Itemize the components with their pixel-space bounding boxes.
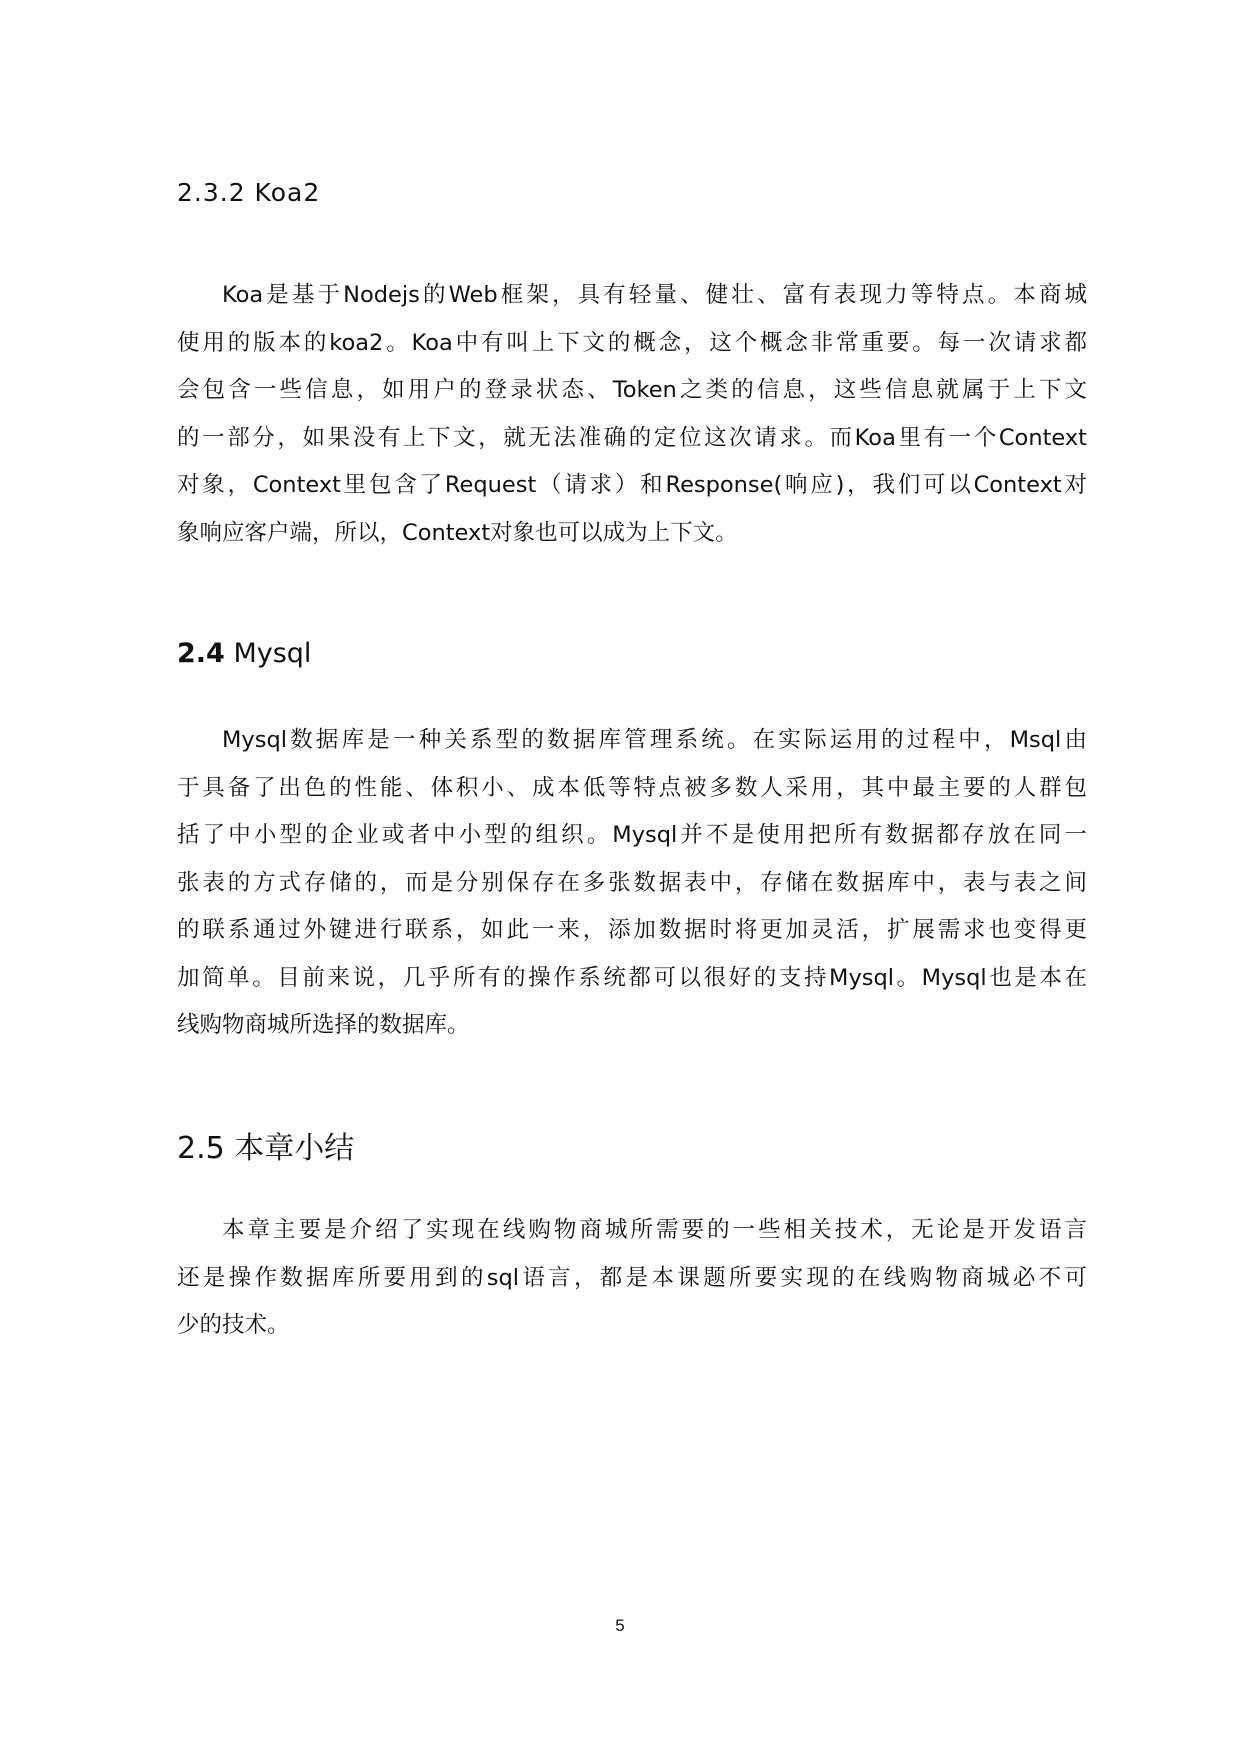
paragraph-line: 少的技术。	[177, 1312, 290, 1338]
paragraph-line: 使用的版本的koa2。Koa中有叫上下文的概念，这个概念非常重要。每一次请求都	[177, 329, 1087, 356]
paragraph-line: Koa是基于Nodejs的Web框架，具有轻量、健壮、富有表现力等特点。本商城	[222, 282, 1087, 308]
paragraph-line: 对象，Context里包含了Request（请求）和Response(响应)，我们可以Context对	[177, 472, 1087, 498]
page-number: 5	[615, 1616, 625, 1635]
paragraph-summary	[177, 1207, 1087, 1350]
paragraph-line: 象响应客户端，所以，Context对象也可以成为上下文。	[177, 519, 738, 546]
paragraph-line: 的联系通过外键进行联系，如此一来，添加数据时将更加灵活，扩展需求也变得更	[177, 917, 1087, 943]
paragraph-line: 线购物商城所选择的数据库。	[177, 1012, 470, 1038]
heading-title: Mysql	[233, 638, 312, 669]
heading-2-5: 2.5 本章小结	[177, 1131, 355, 1166]
paragraph-line: 加简单。目前来说，几乎所有的操作系统都可以很好的支持Mysql。Mysql也是本在	[177, 964, 1087, 991]
paragraph-line: 张表的方式存储的，而是分别保存在多张数据表中，存储在数据库中，表与表之间	[177, 869, 1087, 896]
paragraph-koa2	[177, 272, 1087, 557]
paragraph-line: 的一部分，如果没有上下文，就无法准确的定位这次请求。而Koa里有一个Context	[177, 424, 1087, 451]
paragraph-line: 本章主要是介绍了实现在线购物商城所需要的一些相关技术，无论是开发语言	[222, 1217, 1087, 1243]
paragraph-mysql	[177, 717, 1087, 1050]
paragraph-line: 括了中小型的企业或者中小型的组织。Mysql并不是使用把所有数据都存放在同一	[177, 822, 1087, 848]
paragraph-line: 会包含一些信息，如用户的登录状态、Token之类的信息，这些信息就属于上下文	[177, 377, 1087, 403]
heading-number: 2.4	[177, 638, 225, 669]
heading-2-4	[177, 638, 311, 669]
heading-2-3-2: 2.3.2 Koa2	[177, 178, 321, 207]
paragraph-line: 于具备了出色的性能、体积小、成本低等特点被多数人采用，其中最主要的人群包	[177, 774, 1087, 801]
paragraph-line: 还是操作数据库所要用到的sql语言，都是本课题所要实现的在线购物商城必不可	[177, 1264, 1087, 1291]
paragraph-line: Mysql数据库是一种关系型的数据库管理系统。在实际运用的过程中，Msql由	[222, 727, 1087, 753]
